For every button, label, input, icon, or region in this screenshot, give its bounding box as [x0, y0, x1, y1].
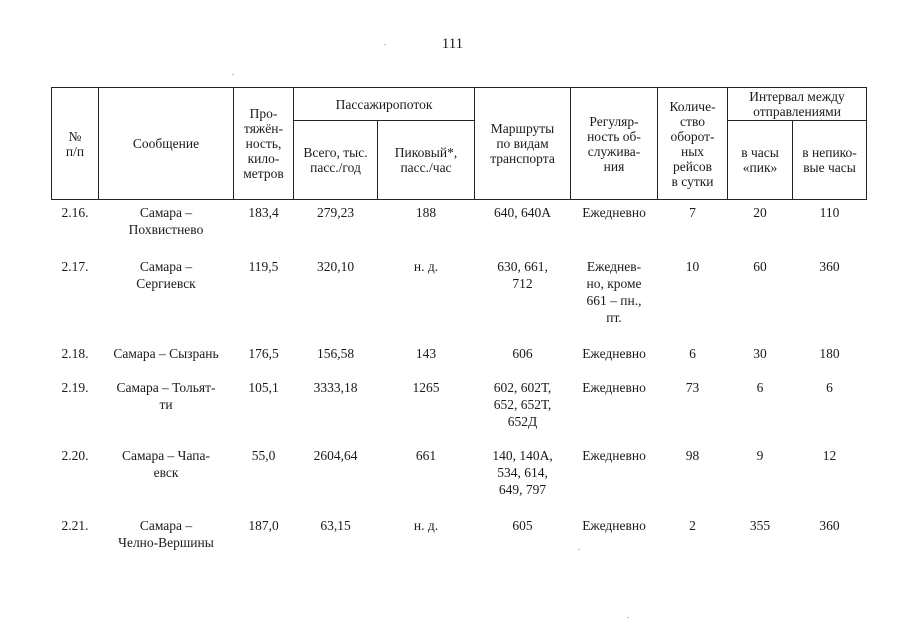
row-routes: 630, 661, 712 — [497, 259, 548, 291]
row-length: 105,1 — [248, 380, 279, 395]
row-num: 2.20. — [61, 448, 89, 463]
row-route: Самара – Похвистнево — [128, 205, 204, 237]
row-regularity: Ежеднев- но, кроме 661 – пн., пт. — [586, 259, 642, 325]
row-num: 2.21. — [61, 518, 89, 533]
row-peak: 661 — [415, 448, 437, 463]
row-routes: 640, 640А — [494, 205, 552, 220]
row-routes: 605 — [512, 518, 533, 533]
row-total: 320,10 — [316, 259, 355, 274]
table-row — [52, 375, 867, 443]
row-peak: н. д. — [413, 518, 439, 533]
row-interval-offpeak: 360 — [819, 518, 840, 533]
row-trips: 2 — [689, 518, 696, 533]
row-peak: 143 — [415, 346, 437, 361]
row-interval-peak: 355 — [749, 518, 771, 533]
table-row — [52, 443, 867, 513]
table-row — [52, 513, 867, 557]
row-routes: 140, 140А, 534, 614, 649, 797 — [492, 448, 553, 497]
row-total: 156,58 — [316, 346, 355, 361]
row-num: 2.17. — [61, 259, 89, 274]
header-interval-peak: в часы «пик» — [728, 121, 793, 200]
row-peak: 1265 — [412, 380, 440, 395]
table-row — [52, 200, 867, 255]
row-length: 183,4 — [248, 205, 279, 220]
row-length: 176,5 — [248, 346, 279, 361]
page-number: 111 — [441, 36, 464, 52]
scan-speck — [384, 44, 386, 45]
row-route: Самара – Челно-Вершины — [118, 518, 214, 550]
row-interval-offpeak: 12 — [822, 448, 837, 463]
scan-speck — [627, 617, 629, 618]
header-interval-offpeak: в непико- вые часы — [793, 121, 867, 200]
row-trips: 7 — [689, 205, 696, 220]
header-total: Всего, тыс. пасс./год — [294, 121, 378, 200]
row-route: Самара – Чапа- евск — [122, 448, 210, 480]
row-interval-offpeak: 360 — [819, 259, 840, 274]
row-interval-offpeak: 110 — [819, 205, 840, 220]
row-regularity: Ежедневно — [582, 518, 646, 533]
routes-table — [51, 87, 867, 557]
row-routes: 606 — [512, 346, 533, 361]
row-interval-offpeak: 6 — [826, 380, 833, 395]
row-regularity: Ежедневно — [582, 205, 646, 220]
row-regularity: Ежедневно — [582, 448, 646, 463]
row-total: 2604,64 — [313, 448, 358, 463]
row-total: 279,23 — [316, 205, 355, 220]
row-interval-peak: 9 — [756, 448, 764, 463]
row-total: 3333,18 — [313, 380, 358, 395]
header-regularity: Регуляр- ность об- служива- ния — [571, 88, 658, 200]
row-routes: 602, 602Т, 652, 652Т, 652Д — [493, 380, 552, 429]
header-peak: Пиковый*, пасс./час — [378, 121, 475, 200]
scan-speck — [232, 74, 234, 75]
row-regularity: Ежедневно — [582, 346, 646, 361]
header-routes-by-transport: Маршруты по видам транспорта — [475, 88, 571, 200]
header-num: № п/п — [52, 88, 99, 200]
row-total: 63,15 — [320, 518, 351, 533]
header-route: Сообщение — [99, 88, 234, 200]
row-trips: 73 — [685, 380, 700, 395]
row-trips: 6 — [689, 346, 696, 361]
row-route: Самара – Сергиевск — [136, 259, 196, 291]
row-interval-peak: 6 — [756, 380, 764, 395]
row-num: 2.19. — [61, 380, 89, 395]
row-trips: 10 — [685, 259, 700, 274]
row-route: Самара – Тольят- ти — [116, 380, 216, 412]
header-passenger-flow: Пассажиропоток — [294, 88, 475, 121]
row-route: Самара – Сызрань — [113, 346, 219, 361]
row-length: 55,0 — [251, 448, 276, 463]
row-interval-peak: 20 — [753, 205, 767, 220]
header-interval: Интервал между отправлениями — [728, 88, 867, 121]
table-row — [52, 341, 867, 375]
row-num: 2.18. — [61, 346, 89, 361]
table-row — [52, 254, 867, 341]
header-row-1 — [52, 88, 867, 121]
row-num: 2.16. — [61, 205, 89, 220]
row-peak: н. д. — [413, 259, 439, 274]
header-trips: Количе- ство оборот- ных рейсов в сутки — [658, 88, 728, 200]
row-interval-peak: 60 — [753, 259, 767, 274]
scan-speck — [578, 549, 580, 550]
row-interval-peak: 30 — [753, 346, 767, 361]
row-length: 119,5 — [248, 259, 279, 274]
header-length: Про- тяжён- ность, кило- метров — [234, 88, 294, 200]
row-trips: 98 — [685, 448, 700, 463]
row-interval-offpeak: 180 — [819, 346, 840, 361]
row-length: 187,0 — [248, 518, 279, 533]
row-peak: 188 — [415, 205, 437, 220]
row-regularity: Ежедневно — [582, 380, 646, 395]
